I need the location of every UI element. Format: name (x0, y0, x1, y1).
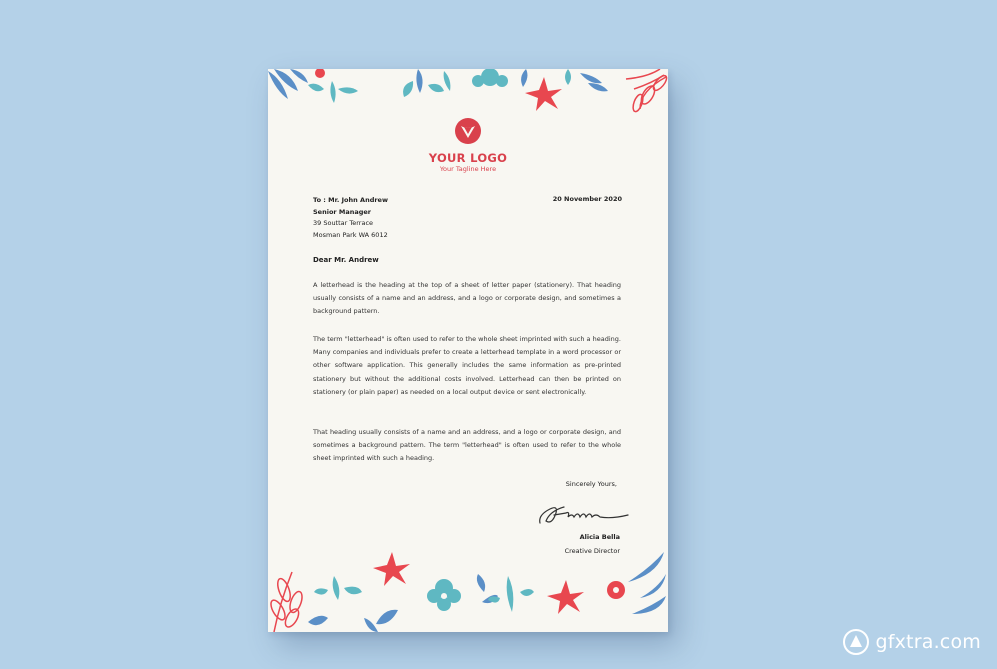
letter-date: 20 November 2020 (552, 195, 622, 203)
recipient-position: Senior Manager (313, 207, 372, 216)
handwritten-signature (536, 497, 632, 529)
recipient-to-line: To : Mr. John Andrew (313, 196, 388, 204)
recipient-address-line2: Mosman Park WA 6012 (313, 230, 388, 239)
watermark-text: gfxtra.com (875, 631, 981, 653)
floral-border-bottom (268, 552, 668, 632)
signer-name: Alicia Bella (579, 533, 620, 541)
watermark (843, 629, 981, 655)
recipient-address-line1: 39 Souttar Terrace (313, 219, 374, 227)
body-paragraph-2: The term "letterhead" is often used to refer to the whole sheet imprinted with such a heading. Many companies and individuals prefer to create a letterhead template in a word processor or other software application. This generally includes the same information as pre-printed stationery but without the additional costs involved. Letterhead can then be printed on stationery (or plain paper) as needed on a local output device or sent electronically. (313, 335, 621, 396)
watermark-logo-icon (843, 629, 869, 655)
salutation: Dear Mr. Andrew (313, 256, 379, 264)
letter-page (268, 69, 668, 632)
logo-text: YOUR LOGO (428, 151, 508, 165)
recipient-block (313, 195, 388, 241)
signer-title: Creative Director (564, 547, 620, 555)
logo-tagline: Your Tagline Here (439, 165, 497, 173)
body-paragraph-3: That heading usually consists of a name and an address, and a logo or corporate design, and sometimes a background pattern. The term "letterhead" is often used to refer to the whole sheet imprinted with such a heading. (313, 428, 621, 463)
closing-line: Sincerely Yours, (565, 480, 617, 488)
logo-icon (454, 117, 482, 145)
body-paragraph-1: A letterhead is the heading at the top of a sheet of letter paper (stationery). That heading usually consists of a name and an address, and a logo or corporate design, and sometimes a background pattern. (313, 281, 621, 316)
